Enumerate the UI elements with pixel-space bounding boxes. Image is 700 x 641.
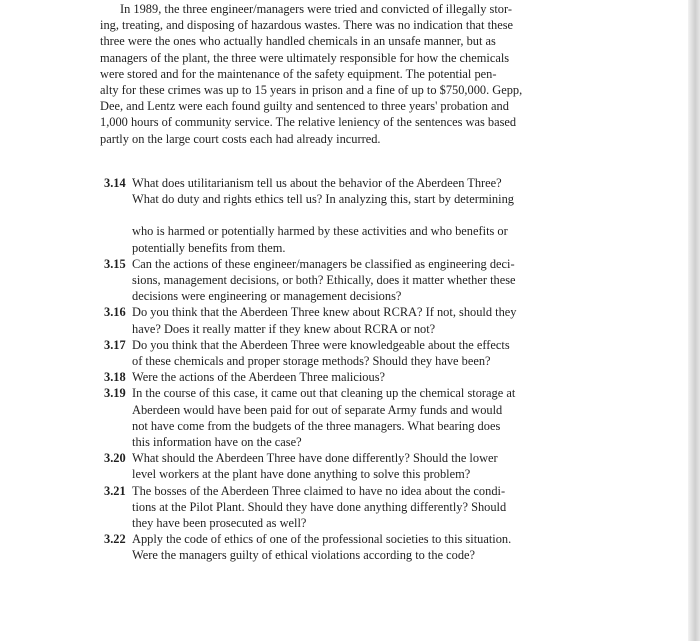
question-item (100, 483, 630, 532)
question-number: 3.18 (104, 370, 126, 385)
question-line: potentially benefits from them. (132, 240, 286, 255)
question-text (132, 337, 630, 369)
question-line: of these chemicals and proper storage methods? Should they have been? (132, 354, 491, 369)
question-line: Were the managers guilty of ethical violations according to the code? (132, 548, 476, 563)
question-number: 3.17 (104, 337, 126, 352)
paragraph-line: ing, treating, and disposing of hazardous wastes. There was no indication that these (100, 18, 514, 33)
question-text (132, 256, 630, 305)
question-text (132, 304, 630, 336)
question-line: What should the Aberdeen Three have done differently? Should the lower (132, 451, 498, 466)
question-line: The bosses of the Aberdeen Three claimed to have no idea about the condi- (132, 483, 506, 498)
question-line: they have been prosecuted as well? (132, 516, 307, 531)
question-line: In the course of this case, it came out that cleaning up the chemical storage at (132, 386, 516, 401)
question-item (100, 304, 630, 336)
question-item (100, 256, 630, 305)
question-line: tions at the Pilot Plant. Should they have done anything differently? Should (132, 499, 507, 514)
question-item (100, 450, 630, 482)
question-line: Can the actions of these engineer/managers be classified as engineering deci- (132, 256, 515, 271)
question-number: 3.22 (104, 532, 126, 547)
question-item (100, 337, 630, 369)
question-line: sions, management decisions, or both? Ethically, does it matter whether these (132, 273, 516, 288)
question-item (100, 369, 630, 385)
question-text (132, 450, 630, 482)
paragraph-line: Dee, and Lentz were each found guilty and sentenced to three years' probation and (100, 99, 509, 114)
intro-paragraph (100, 1, 617, 147)
question-list (100, 175, 630, 564)
question-number: 3.16 (104, 305, 126, 320)
question-number: 3.15 (104, 256, 126, 271)
paragraph-line: managers of the plant, the three were ultimately responsible for how the chemicals (100, 50, 510, 65)
question-text (132, 483, 630, 532)
question-line: not have come from the budgets of the three managers. What bearing does (132, 418, 501, 433)
question-line: Were the actions of the Aberdeen Three malicious? (132, 370, 386, 385)
question-line: What does utilitarianism tell us about the behavior of the Aberdeen Three? (132, 176, 502, 190)
question-text (132, 175, 630, 256)
question-line: Apply the code of ethics of one of the professional societies to this situation. (132, 532, 512, 547)
question-item (100, 531, 630, 563)
question-item (100, 385, 630, 450)
paragraph-line: In 1989, the three engineer/managers were tried and convicted of illegally stor- (120, 2, 512, 16)
paragraph-line: 1,000 hours of community service. The relative leniency of the sentences was based (100, 115, 517, 130)
question-item (100, 175, 630, 256)
question-line: decisions were engineering or management decisions? (132, 289, 402, 304)
question-number: 3.19 (104, 386, 126, 401)
question-line: level workers at the plant have done anything to solve this problem? (132, 467, 471, 482)
paragraph-line: alty for these crimes was up to 15 years in prison and a fine of up to $750,000. Gepp, (100, 83, 523, 98)
question-line: Do you think that the Aberdeen Three knew about RCRA? If not, should they (132, 305, 517, 320)
question-line: What do duty and rights ethics tell us? In analyzing this, start by determining (132, 192, 514, 207)
question-number: 3.14 (104, 176, 126, 190)
page-break-gap (132, 207, 630, 223)
paragraph-line: partly on the large court costs each had already incurred. (100, 131, 381, 146)
question-line: this information have on the case? (132, 435, 302, 450)
question-number: 3.21 (104, 483, 126, 498)
question-text (132, 369, 630, 385)
page-edge-shadow (688, 0, 700, 641)
question-line: have? Does it really matter if they knew about RCRA or not? (132, 321, 436, 336)
question-line: who is harmed or potentially harmed by these activities and who benefits or (132, 224, 508, 239)
question-text (132, 531, 630, 563)
question-line: Do you think that the Aberdeen Three were knowledgeable about the effects (132, 337, 510, 352)
question-line: Aberdeen would have been paid for out of separate Army funds and would (132, 402, 503, 417)
question-number: 3.20 (104, 451, 126, 466)
paragraph-line: were stored and for the maintenance of the safety equipment. The potential pen- (100, 66, 497, 81)
question-text (132, 385, 630, 450)
paragraph-line: three were the ones who actually handled chemicals in an unsafe manner, but as (100, 34, 496, 49)
